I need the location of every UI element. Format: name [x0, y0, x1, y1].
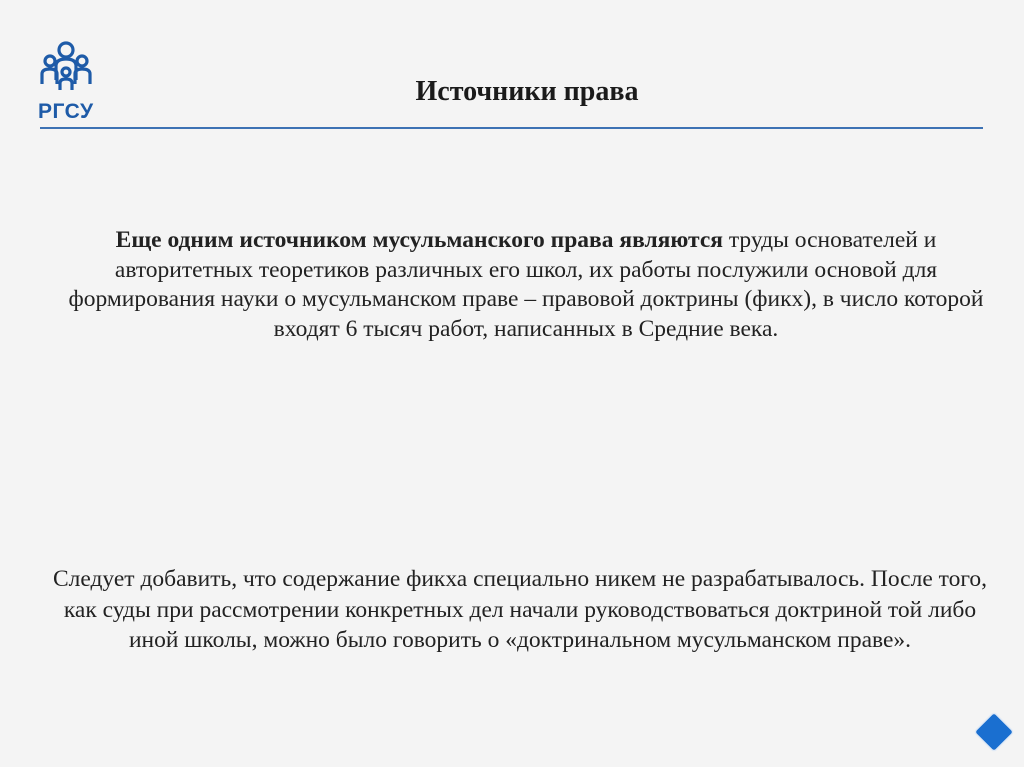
paragraph-2: Следует добавить, что содержание фикха специально никем не разрабатывалось. После того, как суды при рассмотрении конкретных дел начали руководствоваться доктриной той либо иной школы, можно было говорить о «доктринальном мусульманском праве». — [52, 566, 988, 653]
diamond-icon — [972, 710, 1016, 754]
title-divider — [40, 127, 983, 129]
paragraph-1-text: труды основателей и авторитетных теоретиков различных его школ, их работы послужили основой для формирования науки о мусульманском праве – правовой доктрины (фикх), в число которой входят 6 тысяч работ, написанных в Средние века. — [68, 227, 984, 342]
paragraph-1-bold: Еще одним источником мусульманского права являются — [115, 227, 723, 253]
page-title: Источники права — [415, 76, 639, 107]
paragraph-1 — [60, 226, 992, 344]
logo-text: РГСУ — [38, 100, 94, 123]
next-slide-button[interactable] — [972, 710, 1016, 754]
